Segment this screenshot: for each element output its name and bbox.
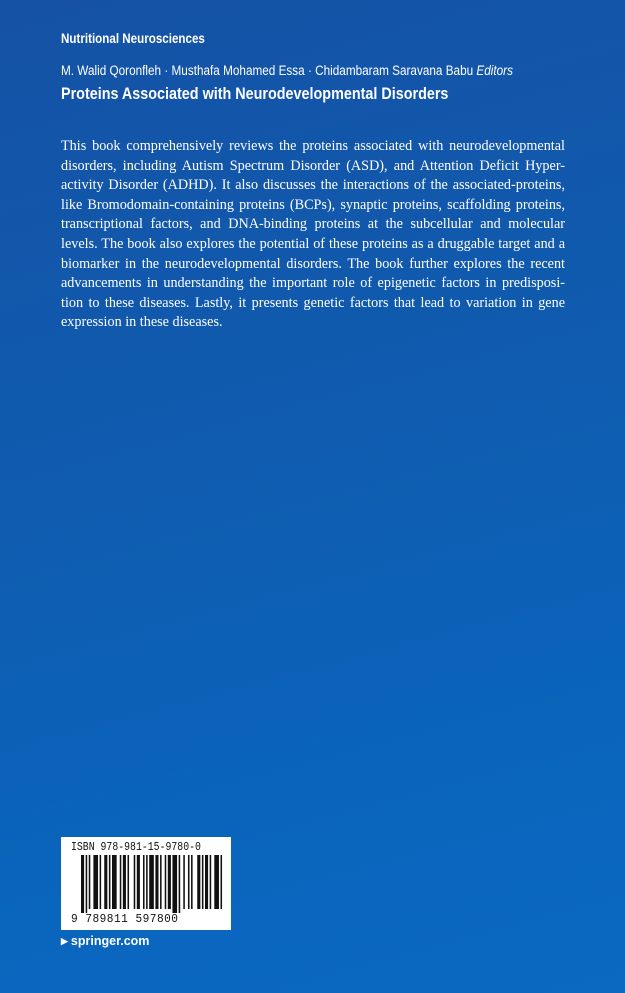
editor-names: M. Walid Qoronfleh · Musthafa Mohamed Essa · Chidambaram Saravana Babu [61, 63, 474, 78]
editors-role: Editors [476, 63, 513, 78]
book-title: Proteins Associated with Neurodevelopmental Disorders [61, 84, 449, 103]
book-blurb: This book comprehensively reviews the proteins associated with neurodevelopmental disorders, including Autism Spectrum Disorder (ASD), and Attention Deficit Hyper-activity Disorder (ADHD). It also discusses the interactions of the associated-proteins, like Bromodomain-containing proteins (BCPs), synaptic proteins, scaffolding proteins, transcriptional factors, and DNA-binding proteins at the subcellular and molecular levels. The book also explores the potential of these proteins as a druggable target and a biomarker in the neurodevelopmental disorders. The book further explores the recent advancements in understanding the important role of epigenetic factors in predisposi-tion to these diseases. Lastly, it presents genetic factors that lead to variation in gene expression in these diseases. [61, 138, 565, 331]
isbn-number: ISBN 978-981-15-9780-0 [71, 840, 201, 854]
barcode-bars [61, 855, 231, 913]
arrow-right-icon: ▶ [61, 936, 68, 946]
editors-line [61, 63, 513, 78]
barcode-digits: 9 789811 597800 [71, 912, 179, 926]
isbn-barcode [61, 837, 231, 930]
publisher-url-text: springer.com [70, 934, 150, 948]
series-title: Nutritional Neurosciences [61, 31, 205, 46]
publisher-url[interactable] [61, 934, 149, 948]
